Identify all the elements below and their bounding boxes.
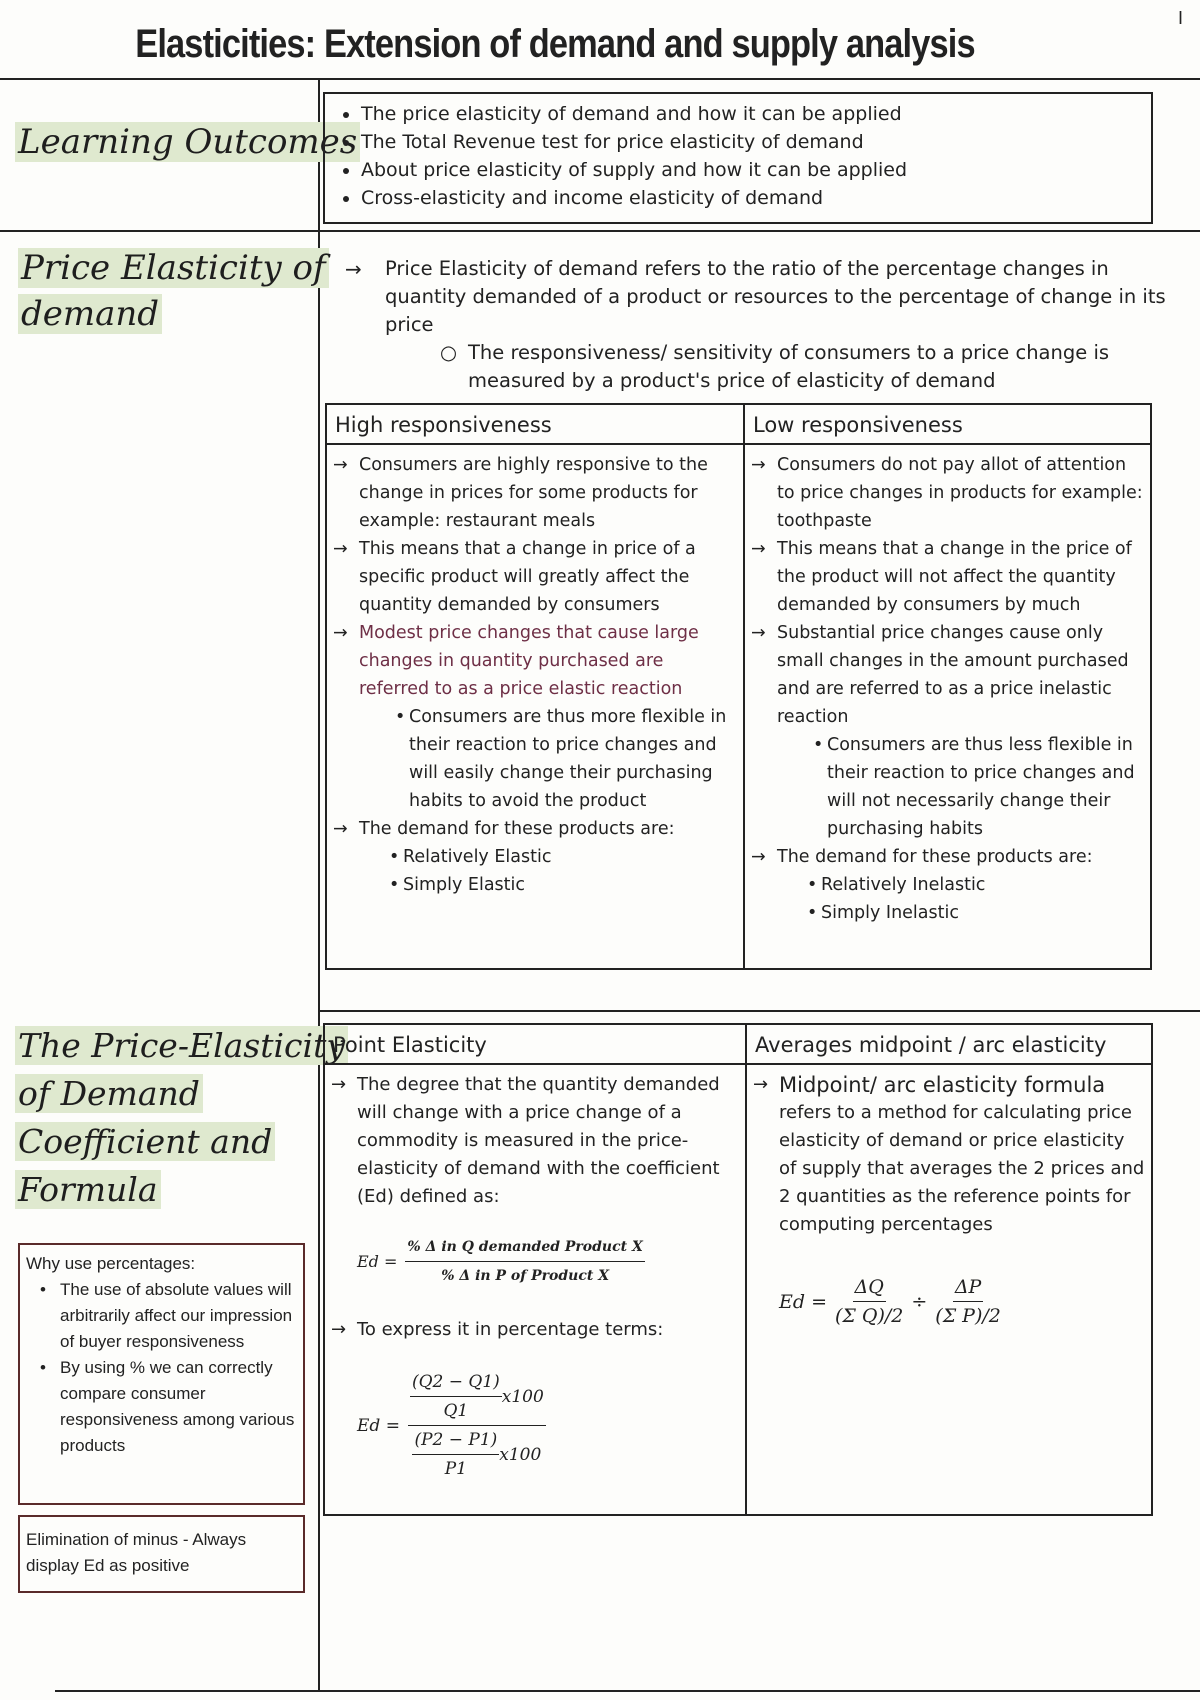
circle-bullet-icon: ○: [440, 341, 458, 364]
ped-heading: Price Elasticity of demand: [18, 245, 329, 337]
ped-definition: Price Elasticity of demand refers to the ratio of the percentage changes in quantity demanded of a product or resources to the percentage of change in its price: [385, 257, 1166, 336]
high-responsiveness-column: → Consumers are highly responsive to the change in prices for some products for example: restaurant meals → This means that a change in price of a specific product will greatly affect the quantity demanded by consumers → Modest price changes that cause large changes in quantity purchased are referred to as a price elastic reaction • Consumers are thus more flexible in their reaction to price changes and will easily change their purchasing habits to avoid the product → The demand for these products are: • Relatively Elastic • Simply Elastic: [327, 447, 743, 903]
bullet-icon: •: [807, 875, 818, 895]
ped-percentage-formula: Ed = $\frac{(Q2 - Q1)}{Q1}$ x100 $\frac{(P2 - P1)}{P1}$ x100: [357, 1368, 739, 1483]
list-item: Relatively Inelastic: [821, 875, 986, 895]
bullet-icon: •: [40, 1358, 46, 1377]
arc-elasticity-header: Averages midpoint / arc elasticity: [747, 1025, 1151, 1065]
corner-mark: I: [1178, 8, 1184, 28]
arrow-icon: →: [333, 819, 348, 839]
arrow-icon: →: [751, 455, 766, 475]
point-elasticity-header: Point Elasticity: [325, 1025, 745, 1065]
list-item: • About price elasticity of supply and how it can be applied: [361, 156, 1135, 184]
section-rule-2: [320, 1010, 1200, 1012]
minus-note: Elimination of minus - Always display Ed as positive: [26, 1530, 247, 1575]
bullet-icon: •: [389, 847, 400, 867]
arrow-icon: →: [345, 257, 362, 281]
bullet-icon: •: [40, 1280, 46, 1299]
list-item: Simply Inelastic: [821, 903, 959, 923]
why-percentages-title: Why use percentages:: [26, 1254, 196, 1273]
list-item: • The Total Revenue test for price elasticity of demand: [361, 128, 1135, 156]
title-rule: [0, 78, 1200, 80]
bottom-rule: [55, 1690, 1200, 1692]
arrow-icon: →: [333, 455, 348, 475]
ped-intro: [345, 255, 1175, 395]
bullet-icon: •: [813, 735, 824, 755]
ped-responsiveness-note: The responsiveness/ sensitivity of consumers to a price change is measured by a product's price of elasticity of demand: [468, 341, 1110, 392]
list-item: The use of absolute values will arbitrarily affect our impression of buyer responsiveness: [60, 1280, 293, 1351]
arrow-icon: →: [333, 539, 348, 559]
minus-note-box: [18, 1515, 305, 1593]
arrow-icon: →: [333, 623, 348, 643]
bullet-icon: •: [389, 875, 400, 895]
ped-formula: Ed = $\frac{\text{\% Δ in Q demanded Product X}}{\text{\% Δ in P of Product X}}$: [357, 1233, 739, 1290]
learning-outcomes-box: [323, 92, 1153, 224]
list-item: Relatively Elastic: [403, 847, 552, 867]
learning-outcomes-list: [341, 100, 1135, 212]
arrow-icon: →: [751, 623, 766, 643]
point-elasticity-column: → The degree that the quantity demanded will change with a price change of a commodity is measured in the price-elasticity of demand with the coefficient (Ed) defined as: Ed = $\frac{\text{\% Δ in Q demanded Product X}}{\text{\% Δ in P of Product X}}$ → To express it in percentage terms: Ed = $\frac{(Q2 - Q1)}{Q1}$ x100 $\frac{(P2 - P1)}{P1}$ x100: [325, 1067, 745, 1487]
high-responsiveness-header: High responsiveness: [327, 405, 743, 445]
arc-elasticity-formula: Ed = $\frac{\Delta Q}{\text{(Σ Q)/2}}$ ÷ $\frac{\Delta P}{\text{(Σ P)/2}}$: [779, 1273, 1145, 1330]
list-item: By using % we can correctly compare consumer responsiveness among various products: [60, 1358, 295, 1455]
responsiveness-table: [325, 403, 1152, 970]
elasticity-formula-table: [323, 1023, 1153, 1516]
list-item: Simply Elastic: [403, 875, 526, 895]
arrow-icon: →: [753, 1074, 769, 1095]
arrow-icon: →: [331, 1074, 347, 1095]
arrow-icon: →: [751, 539, 766, 559]
low-responsiveness-header: Low responsiveness: [745, 405, 1150, 445]
arc-elasticity-column: → Midpoint/ arc elasticity formula refers to a method for calculating price elasticity of demand or price elasticity of supply that averages the 2 prices and 2 quantities as the reference points for computing percentages Ed = $\frac{\Delta Q}{\text{(Σ Q)/2}}$ ÷ $\frac{\Delta P}{\text{(Σ P)/2}}$: [747, 1067, 1151, 1334]
coefficient-heading: The Price-Elasticity of Demand Coefficient and Formula: [15, 1022, 348, 1214]
arrow-icon: →: [751, 847, 766, 867]
learning-outcomes-heading: Learning Outcomes: [15, 118, 360, 166]
low-responsiveness-column: → Consumers do not pay allot of attention to price changes in products for example: toothpaste → This means that a change in the price of the product will not affect the quantity demanded by consumers by much → Substantial price changes cause only small changes in the amount purchased and are referred to as a price inelastic reaction • Consumers are thus less flexible in their reaction to price changes and will not necessarily change their purchasing habits → The demand for these products are: • Relatively Inelastic • Simply Inelastic: [745, 447, 1150, 931]
page-title: Elasticities: Extension of demand and supply analysis: [135, 22, 975, 66]
section-rule-1: [0, 230, 1200, 232]
bullet-icon: •: [807, 903, 818, 923]
list-item: • Cross-elasticity and income elasticity of demand: [361, 184, 1135, 212]
bullet-icon: •: [395, 707, 406, 727]
arrow-icon: →: [331, 1319, 347, 1340]
list-item: • The price elasticity of demand and how it can be applied: [361, 100, 1135, 128]
why-percentages-box: [18, 1243, 305, 1505]
